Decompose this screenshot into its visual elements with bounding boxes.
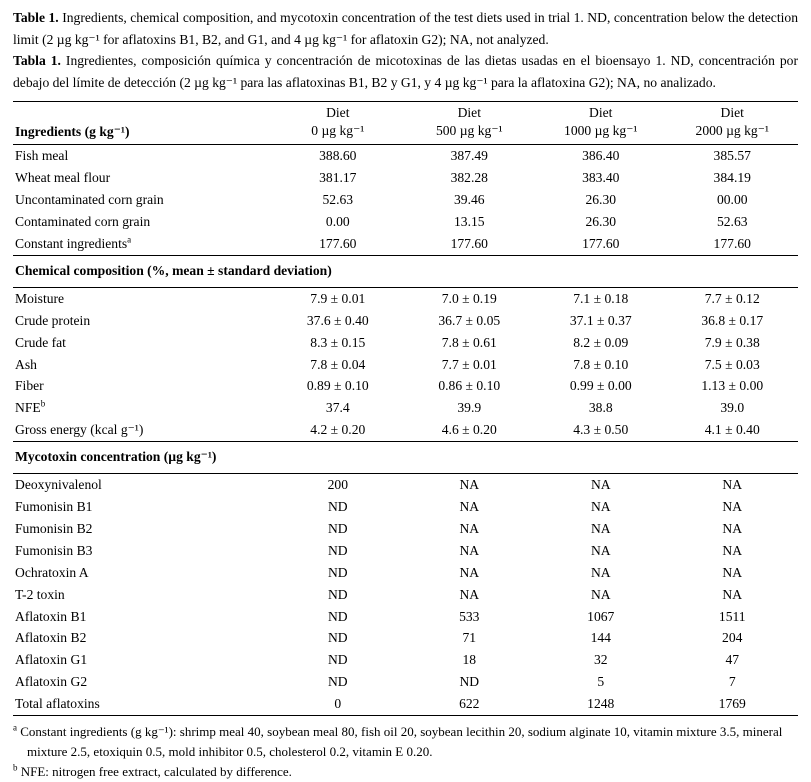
header-diet-0-line2: 0 µg kg⁻¹: [311, 123, 365, 139]
header-diet-2000-line2: 2000 µg kg⁻¹: [695, 123, 769, 139]
row-value: 7.8 ± 0.10: [573, 356, 629, 372]
table-row: [13, 211, 798, 233]
row-label: Ochratoxin A: [15, 564, 89, 580]
row-value: ND: [327, 586, 348, 602]
section-title: Mycotoxin concentration (µg kg⁻¹): [13, 442, 798, 474]
row-value: 177.60: [713, 236, 751, 251]
row-label: Ash: [15, 356, 37, 372]
row-label: T-2 toxin: [15, 586, 65, 602]
row-value: 0.00: [325, 214, 350, 230]
row-value: 7.7 ± 0.12: [704, 290, 760, 306]
row-value: 1511: [718, 608, 746, 624]
row-label: Total aflatoxins: [15, 696, 100, 712]
row-label: Aflatoxin G1: [15, 652, 88, 668]
row-value: 39.0: [720, 400, 745, 416]
caption-english: [13, 7, 798, 50]
table-row: [13, 562, 798, 584]
row-value: NA: [459, 498, 480, 514]
row-value: 8.2 ± 0.09: [573, 334, 629, 350]
caption-en-label: Table 1.: [13, 10, 59, 25]
row-value: NA: [459, 477, 480, 493]
header-diet-2000-line1: Diet: [720, 105, 744, 121]
caption-es-text: Ingredientes, composición química y concentración de micotoxinas de las dietas usadas en el bioensayo 1. ND, concentración por debajo del límite de detección (2 µg kg⁻¹ para las aflatoxinas B1, B2 y G1, y 4 µg kg⁻¹ para la aflatoxina G2); NA, no analizado.: [13, 53, 798, 90]
row-value: 7.7 ± 0.01: [441, 356, 497, 372]
row-value: 32: [593, 652, 608, 668]
row-value: 0.99 ± 0.00: [569, 378, 632, 394]
table-row: [13, 474, 798, 496]
caption-es-label: Tabla 1.: [13, 53, 61, 69]
diet-composition-table: [13, 101, 798, 716]
footnote-b: [13, 762, 803, 782]
table-row: [13, 397, 798, 419]
row-value: 7.5 ± 0.03: [704, 356, 760, 372]
row-value: NA: [722, 498, 743, 514]
row-value: 1769: [718, 696, 746, 712]
header-diet-0: [272, 102, 403, 145]
row-value: 144: [590, 630, 611, 646]
table-row: [13, 375, 798, 397]
row-value: 39.46: [453, 192, 485, 208]
section-title: Chemical composition (%, mean ± standard deviation): [13, 255, 798, 287]
row-value: 204: [722, 630, 743, 646]
row-value: 622: [459, 696, 480, 712]
footnote-a-marker: a: [13, 722, 17, 733]
footnotes: [13, 722, 803, 782]
row-value: 177.60: [450, 236, 488, 251]
row-value: 383.40: [582, 170, 620, 186]
row-value: 388.60: [319, 148, 357, 164]
row-value: 7.8 ± 0.04: [310, 356, 366, 372]
table-row: [13, 167, 798, 189]
row-label: Aflatoxin B1: [15, 608, 87, 624]
header-diet-500-line2: 500 µg kg⁻¹: [435, 123, 503, 139]
row-value: 18: [462, 652, 477, 668]
row-value: 52.63: [322, 192, 354, 208]
row-value: 52.63: [716, 214, 748, 230]
row-value: ND: [327, 542, 348, 558]
row-value: 36.8 ± 0.17: [701, 312, 764, 328]
table-row: [13, 419, 798, 441]
row-value: NA: [722, 477, 743, 493]
row-value: NA: [590, 520, 611, 536]
row-value: 7.1 ± 0.18: [573, 290, 629, 306]
row-label: Wheat meal flour: [15, 170, 111, 186]
row-label: Aflatoxin G2: [15, 674, 88, 690]
row-value: 4.2 ± 0.20: [310, 422, 366, 438]
row-label: Contaminated corn grain: [15, 214, 151, 230]
header-diet-1000-line2: 1000 µg kg⁻¹: [564, 123, 638, 139]
table-caption: [13, 7, 798, 93]
table-row: [13, 584, 798, 606]
header-diet-1000-line1: Diet: [589, 105, 613, 121]
section-title-row: [13, 442, 798, 474]
row-label: NFE$^b$: [15, 398, 46, 416]
caption-en-text: Ingredients, chemical composition, and mycotoxin concentration of the test diets used in trial 1. ND, concentration below the detection limit (2 µg kg⁻¹ for aflatoxins B1, B2, and G1, and 4 µg kg⁻¹ for aflatoxin G2); NA, not analyzed.: [13, 10, 798, 47]
row-value: 26.30: [585, 192, 617, 208]
row-value: NA: [459, 564, 480, 580]
row-value: 0.86 ± 0.10: [438, 378, 501, 394]
footnote-a-text: Constant ingredients (g kg⁻¹): shrimp meal 40, soybean meal 80, fish oil 20, soybean lecithin 20, sodium alginate 10, vitamin mixture 3.5, mineral mixture 2.5, etoxiquin 0.5, mold inhibitor 0.5, cholesterol 0.2, vitamin E 0.20.: [20, 724, 783, 760]
table-row: [13, 496, 798, 518]
table-body: [13, 145, 798, 716]
table-row: [13, 189, 798, 211]
row-value: 7.0 ± 0.19: [441, 290, 497, 306]
row-value: 177.60: [319, 236, 357, 251]
row-value: 4.1 ± 0.40: [704, 422, 760, 438]
row-value: 533: [459, 608, 480, 624]
row-value: NA: [722, 586, 743, 602]
row-value: 8.3 ± 0.15: [310, 334, 366, 350]
row-label: Moisture: [15, 290, 65, 306]
table-row: [13, 233, 798, 255]
table-row: [13, 354, 798, 376]
row-value: 382.28: [450, 170, 488, 186]
table-row: [13, 649, 798, 671]
row-value: 37.1 ± 0.37: [569, 312, 632, 328]
header-row: [13, 102, 798, 145]
header-ingredients: Ingredients (g kg⁻¹): [13, 102, 272, 145]
row-value: 7.9 ± 0.38: [704, 334, 760, 350]
row-label: Crude fat: [15, 334, 66, 350]
table-header: [13, 102, 798, 145]
row-value: 381.17: [319, 170, 357, 186]
footnote-b-text: NFE: nitrogen free extract, calculated by difference.: [20, 764, 292, 780]
row-value: 39.9: [457, 400, 482, 416]
row-value: ND: [327, 564, 348, 580]
row-value: 13.15: [453, 214, 485, 230]
table-row: [13, 518, 798, 540]
table-row: [13, 332, 798, 354]
row-value: 7.9 ± 0.01: [310, 290, 366, 306]
row-value: NA: [590, 542, 611, 558]
header-diet-2000: [667, 102, 799, 145]
table-row: [13, 145, 798, 167]
footnote-marker: b: [40, 398, 46, 409]
row-value: 386.40: [582, 148, 620, 164]
table-row: [13, 310, 798, 332]
row-value: ND: [327, 498, 348, 514]
row-value: 47: [725, 652, 740, 668]
row-label: Fumonisin B3: [15, 542, 93, 558]
row-value: NA: [722, 564, 743, 580]
footnote-a: [13, 722, 803, 762]
row-label: Fish meal: [15, 148, 69, 164]
row-label: Fumonisin B1: [15, 498, 93, 514]
row-value: 384.19: [713, 170, 751, 186]
row-value: 7.8 ± 0.61: [441, 334, 497, 350]
row-value: 177.60: [582, 236, 620, 251]
row-value: 5: [597, 674, 605, 690]
table-row: [13, 627, 798, 649]
table-row: [13, 671, 798, 693]
row-value: 0: [334, 696, 342, 712]
row-value: ND: [327, 520, 348, 536]
row-value: 37.4: [325, 400, 350, 416]
row-label: Uncontaminated corn grain: [15, 192, 164, 208]
row-value: ND: [459, 674, 480, 690]
row-value: 37.6 ± 0.40: [306, 312, 369, 328]
row-value: 0.89 ± 0.10: [306, 378, 369, 394]
row-value: 36.7 ± 0.05: [438, 312, 501, 328]
header-diet-1000: [535, 102, 666, 145]
row-value: NA: [722, 542, 743, 558]
header-diet-0-line1: Diet: [326, 105, 350, 121]
row-value: 7: [728, 674, 736, 690]
table-row: [13, 287, 798, 309]
table-row: [13, 540, 798, 562]
row-label: Deoxynivalenol: [15, 477, 102, 493]
row-value: NA: [459, 520, 480, 536]
caption-spanish: [13, 50, 798, 93]
row-value: 38.8: [588, 400, 613, 416]
row-value: ND: [327, 674, 348, 690]
row-label: Constant ingredients$^a$: [15, 234, 132, 251]
header-diet-500-line1: Diet: [457, 105, 481, 121]
row-value: 200: [327, 477, 348, 493]
row-value: NA: [722, 520, 743, 536]
row-value: 4.3 ± 0.50: [573, 422, 629, 438]
header-diet-500: [404, 102, 535, 145]
row-value: 1248: [587, 696, 615, 712]
row-value: 71: [462, 630, 477, 646]
row-value: ND: [327, 608, 348, 624]
row-value: 1067: [587, 608, 615, 624]
section-title-row: [13, 255, 798, 287]
table-row: [13, 606, 798, 628]
row-value: 4.6 ± 0.20: [441, 422, 497, 438]
row-value: NA: [459, 586, 480, 602]
table-row: [13, 693, 798, 715]
row-value: 387.49: [450, 148, 488, 164]
row-value: NA: [590, 564, 611, 580]
footnote-marker: a: [127, 234, 132, 245]
row-value: 00.00: [716, 192, 748, 208]
footnote-b-marker: b: [13, 762, 18, 773]
row-label: Fiber: [15, 378, 44, 394]
row-value: NA: [459, 542, 480, 558]
row-value: 385.57: [713, 148, 751, 164]
row-value: NA: [590, 477, 611, 493]
row-value: 1.13 ± 0.00: [701, 378, 764, 394]
row-value: ND: [327, 630, 348, 646]
row-label: Gross energy (kcal g⁻¹): [15, 422, 144, 438]
row-value: NA: [590, 586, 611, 602]
row-label: Fumonisin B2: [15, 520, 93, 536]
row-value: ND: [327, 652, 348, 668]
row-value: 26.30: [585, 214, 617, 230]
row-value: NA: [590, 498, 611, 514]
row-label: Aflatoxin B2: [15, 630, 87, 646]
row-label: Crude protein: [15, 312, 91, 328]
